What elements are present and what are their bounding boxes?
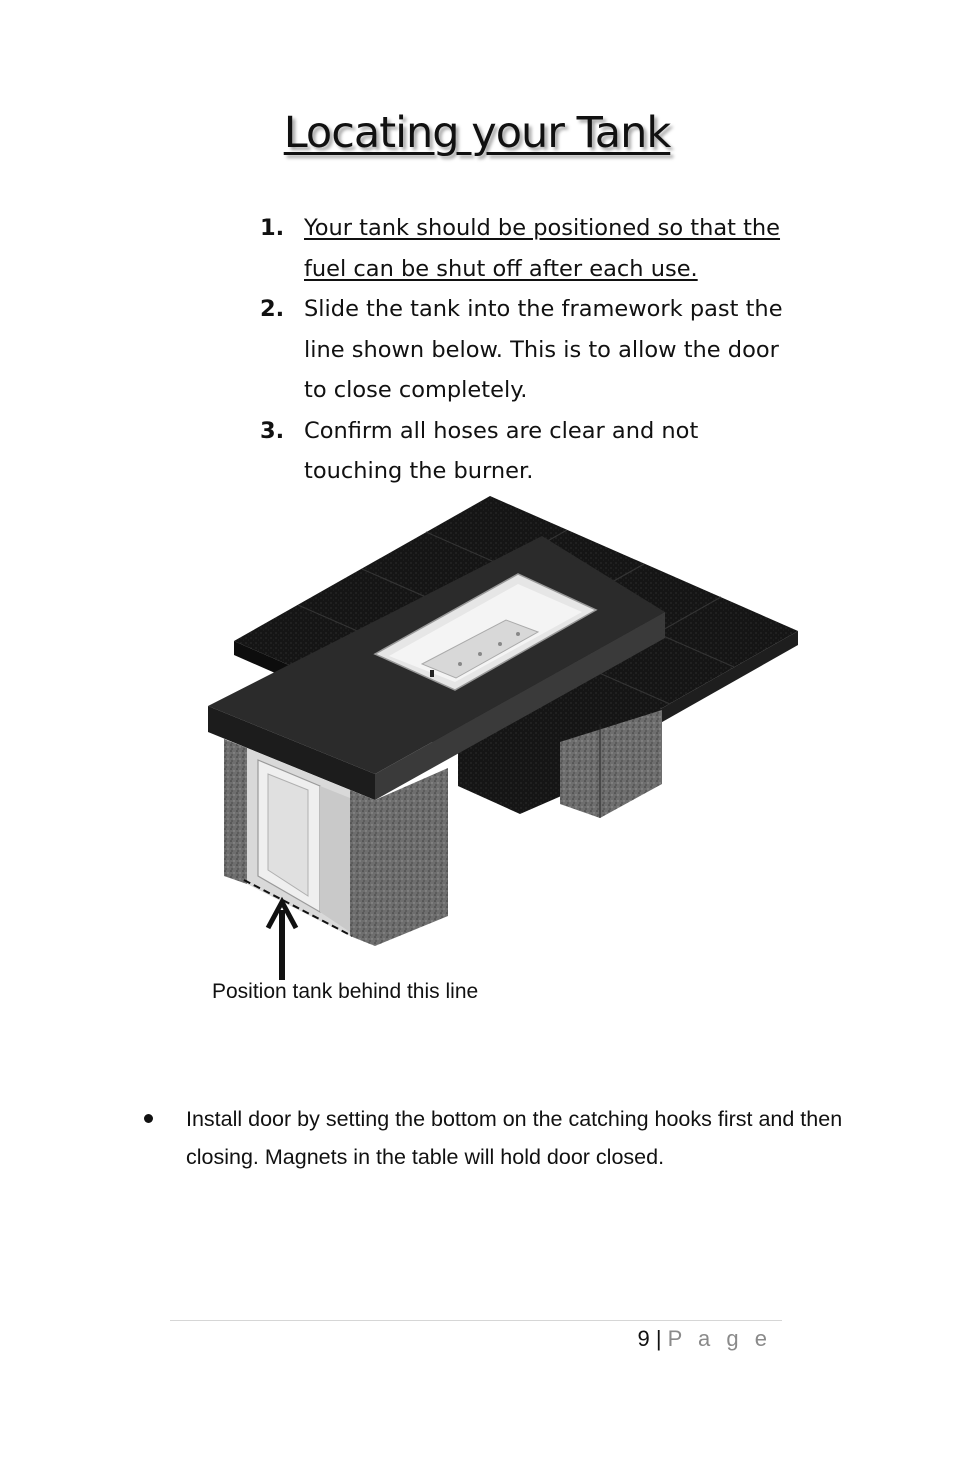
page-title: Locating your Tank — [283, 108, 671, 158]
bullet-icon — [144, 1114, 153, 1123]
step-text: Confirm all hoses are clear and not touching the burner. — [304, 417, 699, 484]
page-footer — [637, 1326, 772, 1352]
page-label: P a g e — [667, 1326, 772, 1351]
step-item — [258, 411, 798, 492]
bullet-text: Install door by setting the bottom on the catching hooks first and then closing. Magnets in the table will hold door closed. — [186, 1107, 843, 1169]
step-item — [258, 208, 798, 289]
page-number: 9 — [637, 1326, 650, 1351]
step-text: Slide the tank into the framework past the line shown below. This is to allow the door to close completely. — [304, 296, 783, 403]
step-text: Your tank should be positioned so that the fuel can be shut off after each use. — [304, 215, 781, 282]
page-separator: | — [655, 1326, 662, 1351]
step-number: 2. — [260, 296, 285, 322]
fire-table-illustration — [200, 492, 810, 992]
figure-caption: Position tank behind this line — [212, 980, 479, 1003]
bullet-note — [140, 1100, 920, 1176]
step-number: 1. — [260, 215, 285, 241]
arrow-up-icon — [268, 902, 296, 980]
footer-rule — [170, 1320, 782, 1321]
step-item — [258, 289, 798, 411]
steps-list — [258, 208, 798, 492]
step-number: 3. — [260, 417, 285, 444]
